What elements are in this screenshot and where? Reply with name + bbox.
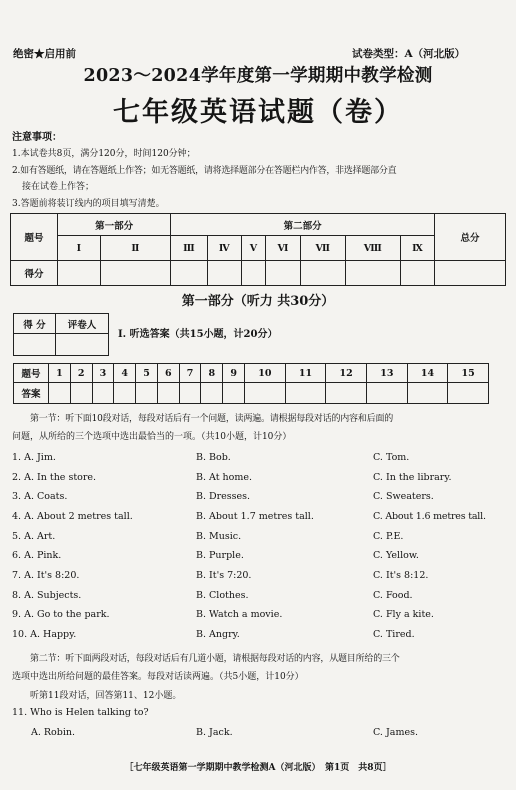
grader-score-cell[interactable]: [14, 334, 56, 356]
question-8-option-b[interactable]: B. Clothes.: [196, 590, 249, 601]
question-3-option-b[interactable]: B. Dresses.: [196, 491, 251, 502]
score-table: [10, 213, 506, 286]
question-6-option-a[interactable]: 6. A. Pink.: [12, 550, 62, 561]
score-cell[interactable]: [207, 261, 241, 286]
answer-number: 5: [136, 364, 158, 383]
section-numeral: Ⅴ: [241, 236, 265, 261]
question-10-option-b[interactable]: B. Angry.: [196, 629, 240, 640]
question-9-option-a[interactable]: 9. A. Go to the park.: [12, 609, 110, 620]
answer-number: 6: [157, 364, 179, 383]
question-5-option-b[interactable]: B. Music.: [196, 531, 242, 542]
question-1-option-c[interactable]: C. Tom.: [373, 452, 410, 463]
answer-number: 14: [407, 364, 448, 383]
answer-cell[interactable]: [448, 383, 489, 404]
question-3-option-a[interactable]: 3. A. Coats.: [12, 491, 68, 502]
note-item-1: 1.本试卷共8页，满分120分，时间120分钟；: [12, 149, 196, 159]
section-numeral: Ⅳ: [207, 236, 241, 261]
score-table-defen: 得分: [11, 261, 58, 286]
score-table-tihao: 题号: [11, 214, 58, 261]
question-5-option-c[interactable]: C. P.E.: [373, 531, 404, 542]
section2-instruction-1: 第二节：听下面两段对话，每段对话后有几道小题，请根据每段对话的内容，从题目所给的三个: [30, 654, 400, 664]
question-4-option-c[interactable]: C. About 1.6 metres tall.: [373, 511, 486, 522]
section-one-title: Ⅰ. 听选答案（共15小题，计20分）: [118, 329, 278, 340]
score-cell[interactable]: [300, 261, 345, 286]
answer-grid-daan: 答案: [14, 383, 49, 404]
answer-grid: [13, 363, 489, 404]
question-6-option-c[interactable]: C. Yellow.: [373, 550, 419, 561]
answer-number: 4: [114, 364, 136, 383]
score-cell[interactable]: [345, 261, 400, 286]
notes-heading: 注意事项：: [12, 132, 62, 143]
section-numeral: Ⅷ: [345, 236, 400, 261]
answer-cell[interactable]: [136, 383, 158, 404]
score-table-part1: 第一部分: [58, 214, 171, 236]
grader-label: 评卷人: [55, 314, 108, 334]
secret-label: 绝密★启用前: [13, 48, 76, 60]
answer-number: 7: [179, 364, 201, 383]
question-8-option-c[interactable]: C. Food.: [373, 590, 413, 601]
answer-cell[interactable]: [92, 383, 114, 404]
answer-number: 9: [223, 364, 245, 383]
total-score-cell[interactable]: [435, 261, 506, 286]
answer-grid-tihao: 题号: [14, 364, 49, 383]
answer-number: 8: [201, 364, 223, 383]
exam-title: 2023～2024学年度第一学期期中教学检测: [83, 66, 433, 86]
score-table-total: 总分: [435, 214, 506, 261]
question-10-option-c[interactable]: C. Tired.: [373, 629, 415, 640]
question-10-option-a[interactable]: 10. A. Happy.: [12, 629, 77, 640]
answer-cell[interactable]: [285, 383, 326, 404]
note-item-2-cont: 接在试卷上作答；: [22, 182, 95, 192]
score-cell[interactable]: [100, 261, 171, 286]
answer-number: 2: [70, 364, 92, 383]
section-numeral: Ⅸ: [400, 236, 434, 261]
question-3-option-c[interactable]: C. Sweaters.: [373, 491, 434, 502]
section-numeral: Ⅵ: [266, 236, 301, 261]
score-cell[interactable]: [171, 261, 207, 286]
question-11-option-a[interactable]: A. Robin.: [31, 727, 76, 738]
question-5-option-a[interactable]: 5. A. Art.: [12, 531, 56, 542]
answer-number: 15: [448, 364, 489, 383]
answer-cell[interactable]: [157, 383, 179, 404]
score-cell[interactable]: [241, 261, 265, 286]
answer-number: 3: [92, 364, 114, 383]
section1-instruction-2: 问题，从所给的三个选项中选出最恰当的一项。（共10小题，计10分）: [12, 432, 292, 442]
grader-score-label: 得 分: [14, 314, 56, 334]
answer-number: 12: [326, 364, 367, 383]
grader-box: [13, 313, 109, 356]
question-7-option-c[interactable]: C. It's 8:12.: [373, 570, 429, 581]
dialogue-note: 听第11段对话，回答第11、12小题。: [30, 691, 182, 701]
answer-cell[interactable]: [407, 383, 448, 404]
answer-cell[interactable]: [245, 383, 286, 404]
note-item-2: 2.如有答题纸，请在答题纸上作答；如无答题纸，请将选择题部分在答题栏内作答，非选择题部分直: [12, 166, 397, 176]
answer-number: 10: [245, 364, 286, 383]
question-8-option-a[interactable]: 8. A. Subjects.: [12, 590, 82, 601]
answer-number: 13: [367, 364, 408, 383]
note-item-3: 3.答题前将装订线内的项目填写清楚。: [12, 199, 165, 209]
answer-cell[interactable]: [201, 383, 223, 404]
question-11-option-b[interactable]: B. Jack.: [196, 727, 233, 738]
section2-instruction-2: 选项中选出所给问题的最佳答案。每段对话读两遍。（共5小题，计10分）: [12, 672, 304, 682]
score-cell[interactable]: [266, 261, 301, 286]
question-7-option-a[interactable]: 7. A. It's 8:20.: [12, 570, 80, 581]
score-table-part2: 第二部分: [171, 214, 435, 236]
answer-number: 1: [49, 364, 71, 383]
answer-cell[interactable]: [223, 383, 245, 404]
section-numeral: Ⅱ: [100, 236, 171, 261]
grader-name-cell[interactable]: [55, 334, 108, 356]
answer-cell[interactable]: [114, 383, 136, 404]
answer-cell[interactable]: [49, 383, 71, 404]
question-1-option-b[interactable]: B. Bob.: [196, 452, 231, 463]
section-numeral: Ⅲ: [171, 236, 207, 261]
answer-cell[interactable]: [367, 383, 408, 404]
part-one-title: 第一部分（听力 共30分）: [181, 294, 335, 309]
question-7-option-b[interactable]: B. It's 7:20.: [196, 570, 252, 581]
question-2-option-a[interactable]: 2. A. In the store.: [12, 472, 97, 483]
score-cell[interactable]: [58, 261, 101, 286]
section1-instruction-1: 第一节：听下面10段对话，每段对话后有一个问题，读两遍。请根据每段对话的内容和后面的: [30, 414, 394, 424]
question-11-option-c[interactable]: C. James.: [373, 727, 418, 738]
subject-title: 七年级英语试题（卷）: [113, 97, 403, 128]
answer-cell[interactable]: [326, 383, 367, 404]
question-2-option-c[interactable]: C. In the library.: [373, 472, 452, 483]
question-2-option-b[interactable]: B. At home.: [196, 472, 253, 483]
question-4-option-b[interactable]: B. About 1.7 metres tall.: [196, 511, 314, 522]
answer-number: 11: [285, 364, 326, 383]
question-9-option-b[interactable]: B. Watch a movie.: [196, 609, 283, 620]
answer-cell[interactable]: [179, 383, 201, 404]
question-4-option-a[interactable]: 4. A. About 2 metres tall.: [12, 511, 133, 522]
question-1-option-a[interactable]: 1. A. Jim.: [12, 452, 56, 463]
question-11-stem: 11. Who is Helen talking to?: [12, 707, 149, 718]
question-6-option-b[interactable]: B. Purple.: [196, 550, 244, 561]
section-numeral: Ⅰ: [58, 236, 101, 261]
paper-type: 试卷类型：A（河北版）: [352, 48, 466, 60]
question-9-option-c[interactable]: C. Fly a kite.: [373, 609, 434, 620]
page-footer: ［七年级英语第一学期期中教学检测A（河北版） 第1页 共8页］: [124, 763, 392, 773]
answer-cell[interactable]: [70, 383, 92, 404]
section-numeral: Ⅶ: [300, 236, 345, 261]
score-cell[interactable]: [400, 261, 434, 286]
